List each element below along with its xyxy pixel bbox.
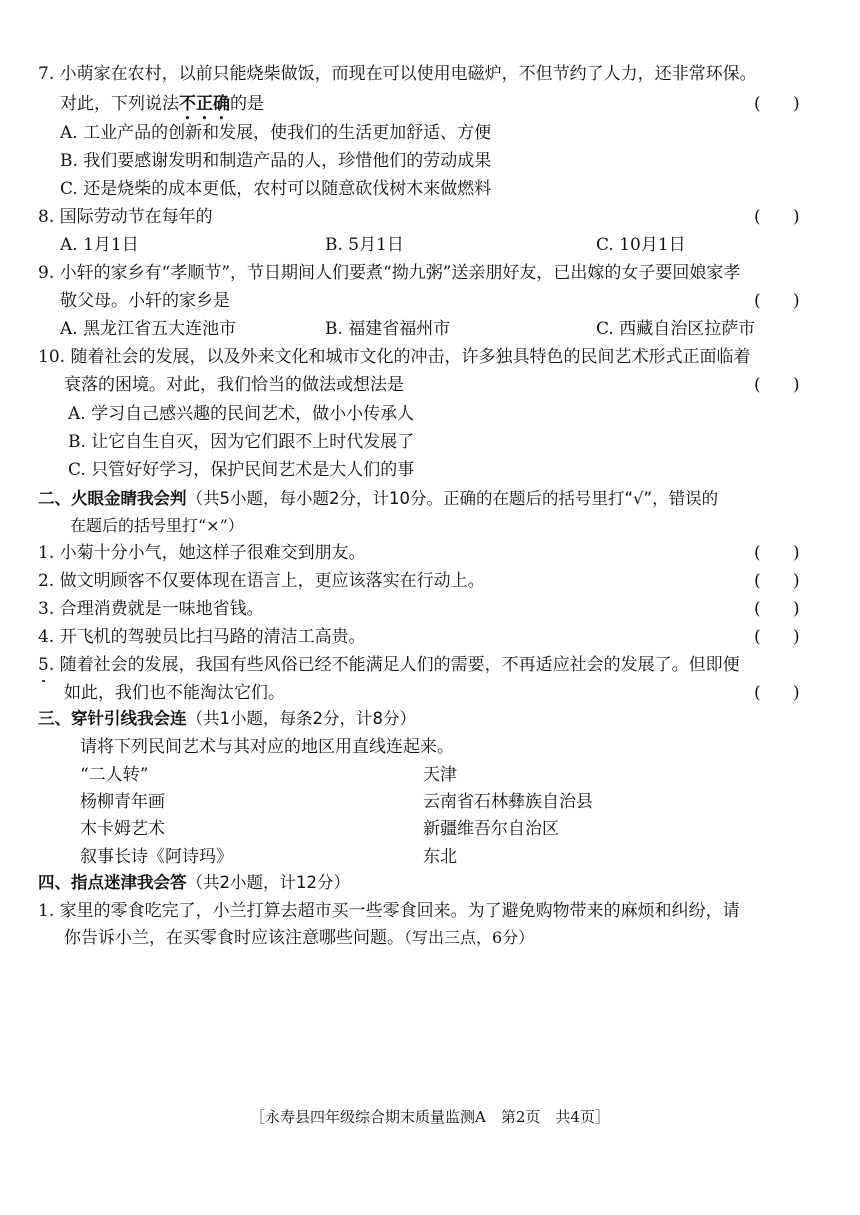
q8-option-b: B. 5月1日 (325, 235, 404, 255)
judge-item-3-paren[interactable]: ( ) (754, 599, 800, 619)
answer-q1-note: （写出三点，6分） (404, 928, 535, 947)
section3-title: 三、穿针引线我会连 (38, 709, 187, 728)
judge-item-2: 2. 做文明顾客不仅要体现在语言上，更应该落实在行动上。 (38, 571, 485, 591)
match-right-item[interactable]: 云南省石林彝族自治县 (423, 792, 593, 812)
q8-option-c: C. 10月1日 (596, 235, 686, 255)
q9-stem-line1: 9. 小轩的家乡有“孝顺节”，节日期间人们要煮“拗九粥”送亲朋好友，已出嫁的女子要回娘家孝 (38, 263, 741, 283)
judge-item-1: 1. 小菊十分小气，她这样子很难交到朋友。 (38, 543, 366, 563)
q7-option-c: C. 还是烧柴的成本更低，农村可以随意砍伐树木来做燃料 (60, 179, 492, 199)
q9-answer-paren[interactable]: ( ) (754, 291, 800, 311)
section2-heading (38, 487, 718, 511)
judge-item-5-paren[interactable]: ( ) (754, 683, 800, 703)
q10-option-c: C. 只管好好学习，保护民间艺术是大人们的事 (68, 460, 415, 480)
section3-instruction: 请将下列民间艺术与其对应的地区用直线连起来。 (80, 737, 454, 757)
match-left-item[interactable]: “二人转” (80, 765, 149, 785)
q8-option-a: A. 1月1日 (60, 235, 139, 255)
q7-stem-line2 (60, 92, 264, 124)
section3-note: （共1小题，每条2分，计8分） (186, 709, 416, 728)
section3-heading (38, 707, 416, 731)
page-footer: ［永寿县四年级综合期末质量监测A 第2页 共4页］ (250, 1108, 610, 1126)
q7-stem-prefix: 对此，下列说法 (60, 94, 179, 114)
q10-answer-paren[interactable]: ( ) (754, 375, 800, 395)
section4-heading (38, 871, 350, 895)
q7-option-a: A. 工业产品的创新和发展，使我们的生活更加舒适、方便 (60, 123, 492, 143)
q7-emphasis: 不正确 (179, 94, 230, 114)
section2-note-line2: 在题后的括号里打“×”） (70, 516, 244, 535)
match-left-item[interactable]: 杨柳青年画 (80, 792, 165, 812)
match-right-item[interactable]: 新疆维吾尔自治区 (423, 819, 559, 839)
answer-q1-text: 你告诉小兰，在买零食时应该注意哪些问题。 (64, 928, 404, 948)
q8-answer-paren[interactable]: ( ) (754, 207, 800, 227)
judge-item-4: 4. 开飞机的驾驶员比扫马路的清洁工高贵。 (38, 627, 366, 647)
q8-stem: 8. 国际劳动节在每年的 (38, 207, 213, 227)
scan-speck (42, 680, 45, 682)
section2-note: （共5小题，每小题2分，计10分。正确的在题后的括号里打“√”，错误的 (186, 489, 719, 508)
judge-item-4-paren[interactable]: ( ) (754, 627, 800, 647)
section4-title: 四、指点迷津我会答 (38, 873, 187, 892)
q10-stem-line2: 衰落的困境。对此，我们恰当的做法或想法是 (64, 375, 404, 395)
match-left-item[interactable]: 叙事长诗《阿诗玛》 (80, 847, 233, 867)
q10-option-b: B. 让它自生自灭，因为它们跟不上时代发展了 (68, 432, 415, 452)
answer-q1-line2 (64, 926, 534, 950)
judge-item-1-paren[interactable]: ( ) (754, 543, 800, 563)
judge-item-3: 3. 合理消费就是一味地省钱。 (38, 599, 264, 619)
q9-option-c: C. 西藏自治区拉萨市 (596, 319, 756, 339)
q7-option-b: B. 我们要感谢发明和制造产品的人，珍惜他们的劳动成果 (60, 151, 492, 171)
match-right-item[interactable]: 东北 (423, 847, 457, 867)
judge-item-2-paren[interactable]: ( ) (754, 571, 800, 591)
q9-option-b: B. 福建省福州市 (325, 319, 451, 339)
q7-answer-paren[interactable]: ( ) (754, 94, 800, 114)
q10-option-a: A. 学习自己感兴趣的民间艺术，做小小传承人 (68, 404, 415, 424)
q7-stem-suffix: 的是 (230, 94, 264, 114)
answer-q1-line1: 1. 家里的零食吃完了，小兰打算去超市买一些零食回来。为了避免购物带来的麻烦和纠纷，请 (38, 901, 740, 921)
section2-title: 二、火眼金睛我会判 (38, 489, 187, 508)
judge-item-5-line1: 5. 随着社会的发展，我国有些风俗已经不能满足人们的需要，不再适应社会的发展了。但即便 (38, 655, 740, 675)
section4-note: （共2小题，计12分） (186, 873, 350, 892)
judge-item-5-line2: 如此，我们也不能淘汰它们。 (64, 683, 285, 703)
match-right-item[interactable]: 天津 (423, 765, 457, 785)
q7-stem-line1: 7. 小萌家在农村，以前只能烧柴做饭，而现在可以使用电磁炉，不但节约了人力，还非常环保。 (38, 64, 757, 84)
q10-stem-line1: 10. 随着社会的发展，以及外来文化和城市文化的冲击，许多独具特色的民间艺术形式正面临着 (38, 347, 751, 367)
q9-option-a: A. 黑龙江省五大连池市 (60, 319, 237, 339)
q9-stem-line2: 敬父母。小轩的家乡是 (60, 291, 230, 311)
match-left-item[interactable]: 木卡姆艺术 (80, 819, 165, 839)
